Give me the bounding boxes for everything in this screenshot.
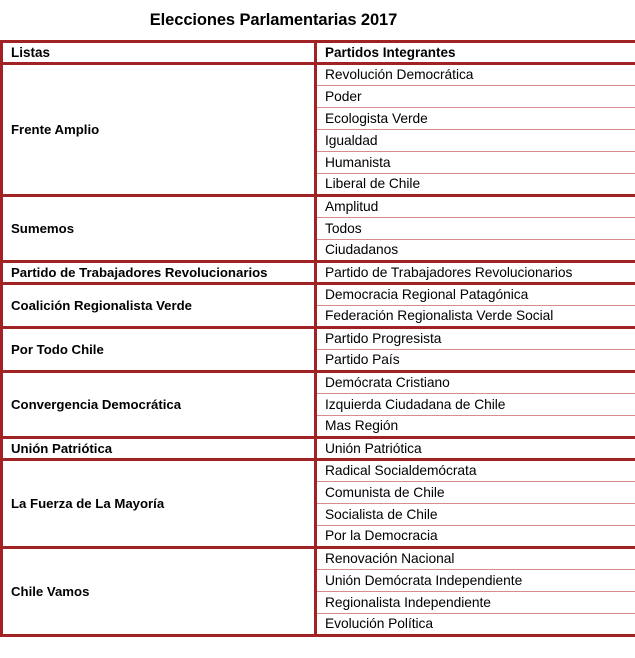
column-header-listas: Listas xyxy=(2,42,316,64)
lista-name-cell: Chile Vamos xyxy=(2,548,316,636)
elections-table xyxy=(0,40,635,637)
table-row xyxy=(2,284,635,306)
partido-name-cell: Ecologista Verde xyxy=(316,108,635,130)
partido-name-cell: Unión Patriótica xyxy=(316,438,635,460)
partido-name-cell: Amplitud xyxy=(316,196,635,218)
partido-name-cell: Partido País xyxy=(316,350,635,372)
partido-name-cell: Demócrata Cristiano xyxy=(316,372,635,394)
lista-name-cell: La Fuerza de La Mayoría xyxy=(2,460,316,548)
partido-name-cell: Todos xyxy=(316,218,635,240)
partido-name-cell: Federación Regionalista Verde Social xyxy=(316,306,635,328)
table-body xyxy=(2,64,635,636)
lista-name-cell: Sumemos xyxy=(2,196,316,262)
partido-name-cell: Partido de Trabajadores Revolucionarios xyxy=(316,262,635,284)
table-row xyxy=(2,328,635,350)
partido-name-cell: Igualdad xyxy=(316,130,635,152)
partido-name-cell: Por la Democracia xyxy=(316,526,635,548)
table-row xyxy=(2,548,635,570)
table-row xyxy=(2,262,635,284)
table-row xyxy=(2,438,635,460)
lista-name-cell: Por Todo Chile xyxy=(2,328,316,372)
partido-name-cell: Ciudadanos xyxy=(316,240,635,262)
partido-name-cell: Socialista de Chile xyxy=(316,504,635,526)
table-row xyxy=(2,372,635,394)
lista-name-cell: Unión Patriótica xyxy=(2,438,316,460)
partido-name-cell: Mas Región xyxy=(316,416,635,438)
table-row xyxy=(2,460,635,482)
partido-name-cell: Revolución Democrática xyxy=(316,64,635,86)
lista-name-cell: Coalición Regionalista Verde xyxy=(2,284,316,328)
partido-name-cell: Evolución Política xyxy=(316,614,635,636)
table-header-row xyxy=(2,42,635,64)
lista-name-cell: Partido de Trabajadores Revolucionarios xyxy=(2,262,316,284)
table-head xyxy=(2,42,635,64)
title-bar xyxy=(0,0,635,40)
partido-name-cell: Regionalista Independiente xyxy=(316,592,635,614)
partido-name-cell: Democracia Regional Patagónica xyxy=(316,284,635,306)
partido-name-cell: Unión Demócrata Independiente xyxy=(316,570,635,592)
partido-name-cell: Izquierda Ciudadana de Chile xyxy=(316,394,635,416)
page-title: Elecciones Parlamentarias 2017 xyxy=(149,10,398,29)
partido-name-cell: Poder xyxy=(316,86,635,108)
lista-name-cell: Frente Amplio xyxy=(2,64,316,196)
column-header-partidos: Partidos Integrantes xyxy=(316,42,635,64)
partido-name-cell: Comunista de Chile xyxy=(316,482,635,504)
partido-name-cell: Radical Socialdemócrata xyxy=(316,460,635,482)
partido-name-cell: Partido Progresista xyxy=(316,328,635,350)
table-row xyxy=(2,64,635,86)
lista-name-cell: Convergencia Democrática xyxy=(2,372,316,438)
partido-name-cell: Humanista xyxy=(316,152,635,174)
partido-name-cell: Renovación Nacional xyxy=(316,548,635,570)
partido-name-cell: Liberal de Chile xyxy=(316,174,635,196)
table-row xyxy=(2,196,635,218)
